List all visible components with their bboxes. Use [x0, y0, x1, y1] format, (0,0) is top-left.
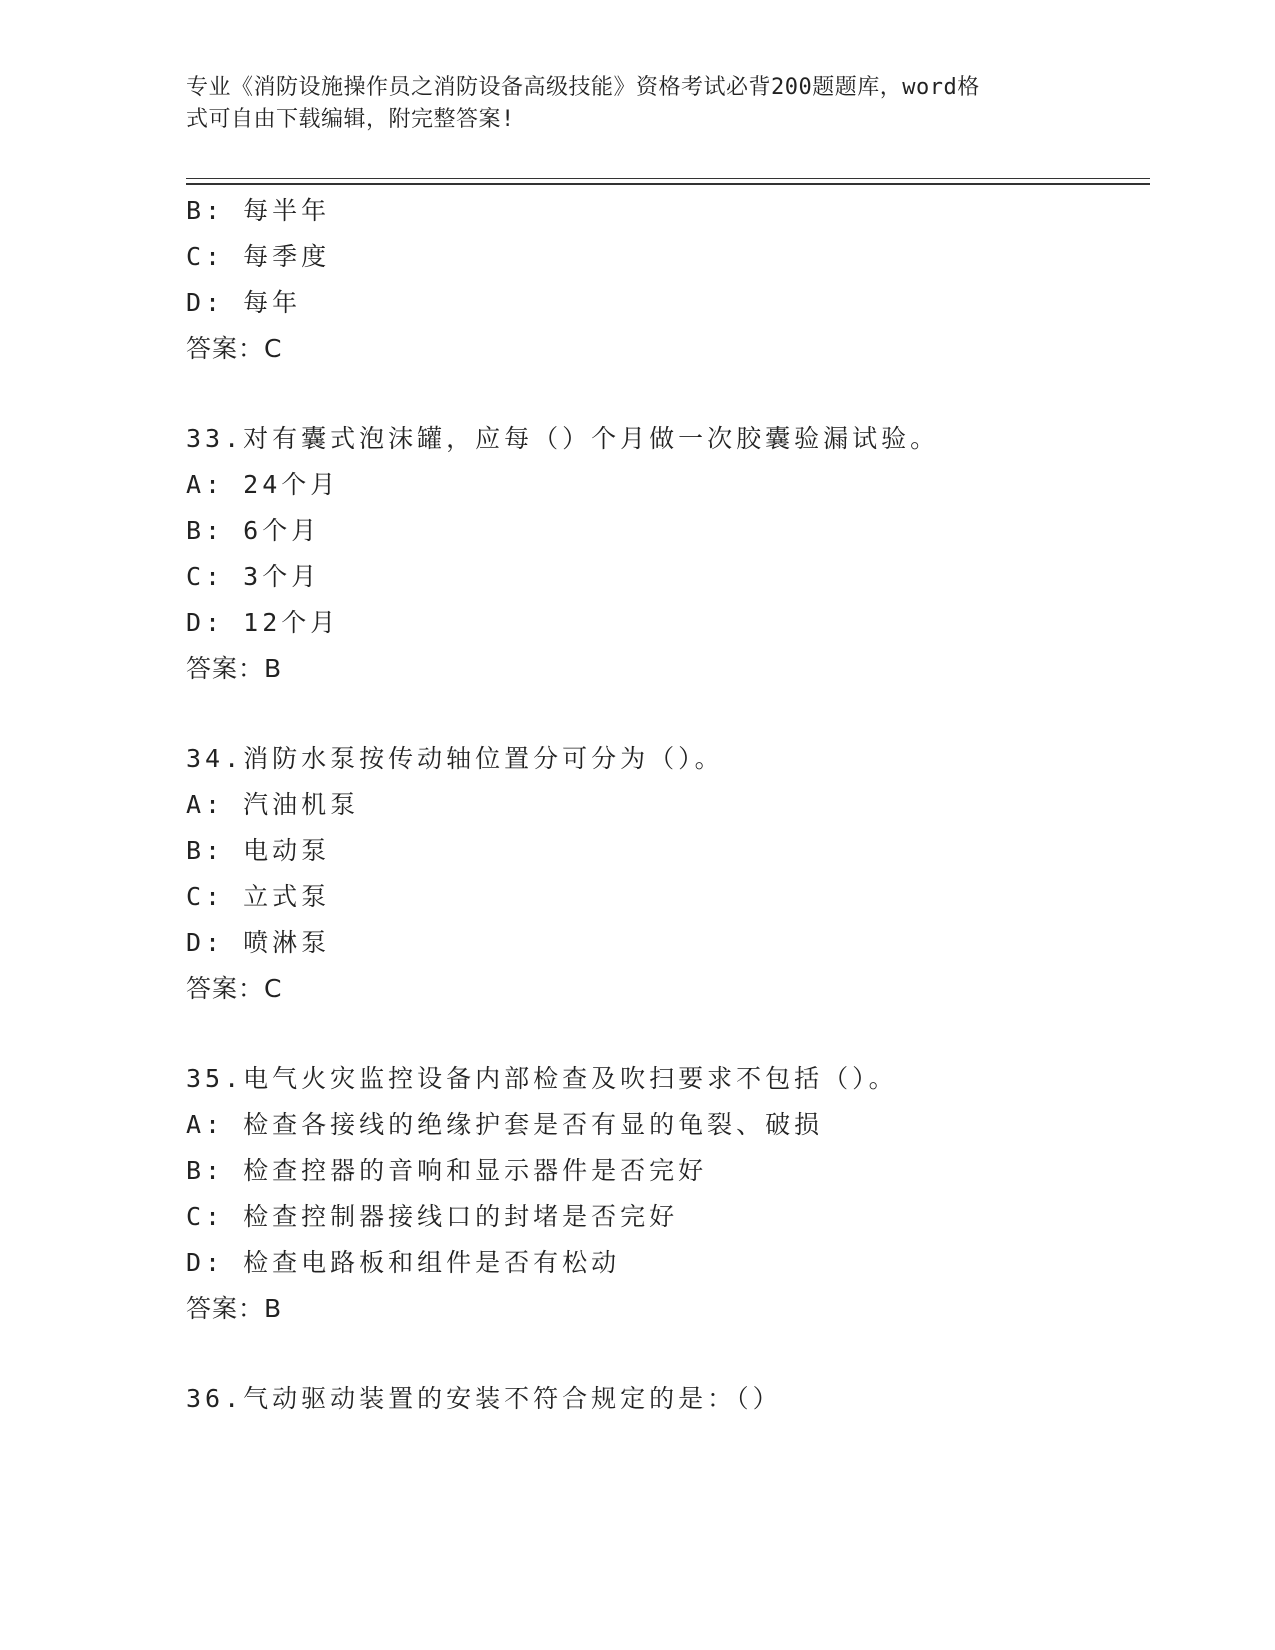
option-d: D: 喷淋泵	[186, 928, 331, 957]
option-b: B: 电动泵	[186, 836, 331, 865]
answer-line: 答案：C	[186, 334, 283, 363]
option-d: D: 每年	[186, 288, 302, 317]
answer-line: 答案：C	[186, 974, 283, 1003]
option-b: B: 6个月	[186, 516, 321, 545]
header-line-1: 专业《消防设施操作员之消防设备高级技能》资格考试必背200题题库，word格	[186, 75, 980, 100]
question-36	[186, 1376, 1146, 1422]
option-a: A: 汽油机泵	[186, 790, 360, 819]
question-32-tail	[186, 188, 1146, 372]
question-stem: 35.电气火灾监控设备内部检查及吹扫要求不包括（）。	[186, 1064, 898, 1093]
question-spacer	[186, 1012, 1146, 1056]
question-35	[186, 1056, 1146, 1332]
option-a: A: 检查各接线的绝缘护套是否有显的龟裂、破损	[186, 1110, 824, 1139]
question-33	[186, 416, 1146, 692]
option-d: D: 检查电路板和组件是否有松动	[186, 1248, 621, 1277]
option-c: C: 立式泵	[186, 882, 331, 911]
question-list	[186, 188, 1146, 1422]
question-34	[186, 736, 1146, 1012]
question-stem: 33.对有囊式泡沫罐，应每（）个月做一次胶囊验漏试验。	[186, 424, 940, 453]
header-line-2: 式可自由下载编辑，附完整答案!	[186, 107, 515, 132]
question-spacer	[186, 692, 1146, 736]
option-d: D: 12个月	[186, 608, 340, 637]
option-c: C: 3个月	[186, 562, 321, 591]
question-stem: 34.消防水泵按传动轴位置分可分为（）。	[186, 744, 724, 773]
option-c: C: 检查控制器接线口的封堵是否完好	[186, 1202, 679, 1231]
question-spacer	[186, 372, 1146, 416]
document-header	[186, 72, 1066, 136]
answer-line: 答案：B	[186, 654, 283, 683]
answer-line: 答案：B	[186, 1294, 283, 1323]
option-b: B: 检查控器的音响和显示器件是否完好	[186, 1156, 708, 1185]
option-c: C: 每季度	[186, 242, 331, 271]
option-b: B: 每半年	[186, 196, 331, 225]
question-spacer	[186, 1332, 1146, 1376]
question-stem: 36.气动驱动装置的安装不符合规定的是：（）	[186, 1384, 782, 1413]
option-a: A: 24个月	[186, 470, 340, 499]
header-divider	[186, 178, 1150, 185]
